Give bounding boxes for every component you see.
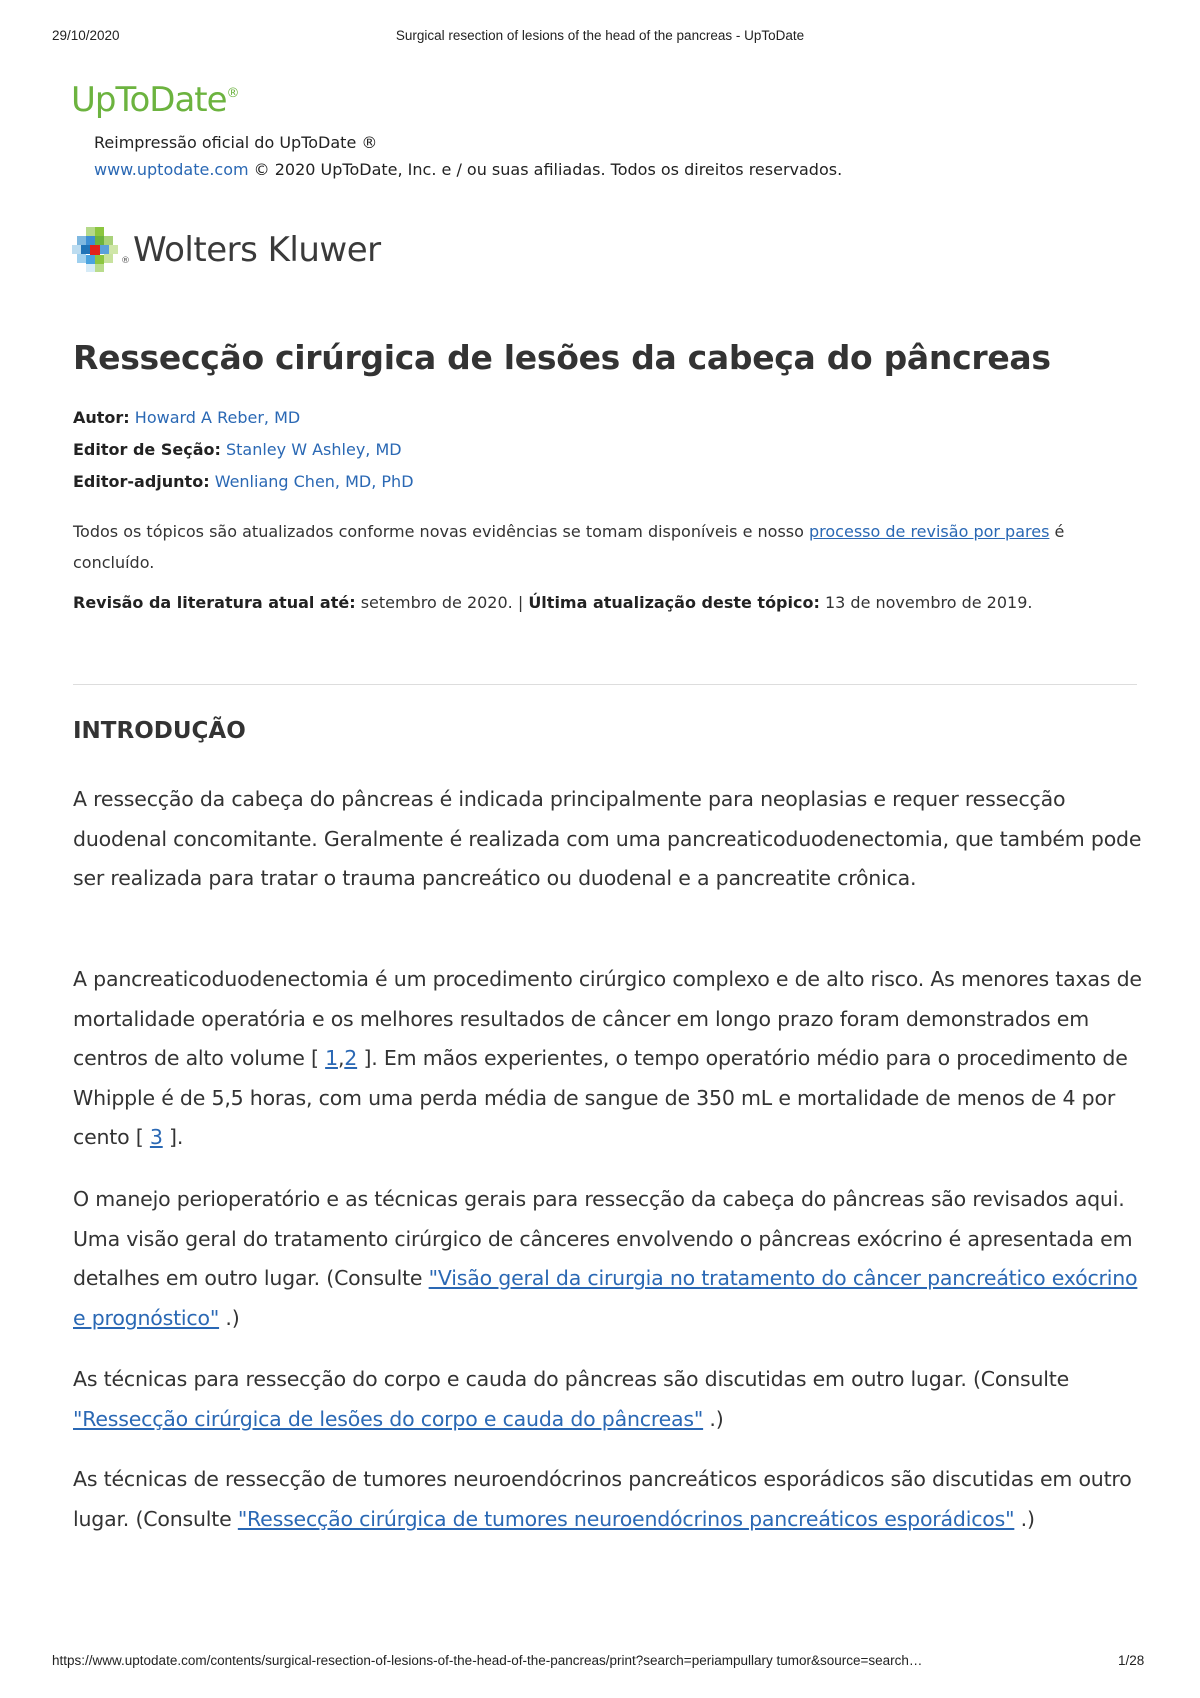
paragraph-text: .) xyxy=(1014,1506,1035,1531)
print-header xyxy=(0,28,1200,48)
review-dates xyxy=(73,587,1143,619)
notice-text-end: é concluído. xyxy=(73,522,1065,572)
paragraph-text: .) xyxy=(219,1305,240,1330)
update-notice xyxy=(73,516,1143,578)
copyright-text: © 2020 UpToDate, Inc. e / ou suas afiliadas. Todos os direitos reservados. xyxy=(248,160,843,179)
updated-value: 13 de novembro de 2019. xyxy=(819,593,1033,612)
article-title: Ressecção cirúrgica de lesões da cabeça do pâncreas xyxy=(73,338,1051,377)
print-url: https://www.uptodate.com/contents/surgical-resection-of-lesions-of-the-head-of-the-pancreas/print?search=periampullary tumor&source=search… xyxy=(52,1653,923,1668)
uptodate-site-link[interactable]: www.uptodate.com xyxy=(94,160,249,179)
topic-link-neuroendocrine-resection[interactable]: "Ressecção cirúrgica de tumores neuroendócrinos pancreáticos esporádicos" xyxy=(237,1506,1015,1531)
paragraph-text: .) xyxy=(703,1406,724,1431)
author-line xyxy=(73,408,300,427)
page-number: 1/28 xyxy=(1118,1653,1145,1668)
wolters-kluwer-logo xyxy=(71,226,391,278)
registered-mark: ® xyxy=(226,86,240,101)
deputy-editor-label: Editor-adjunto: xyxy=(73,472,210,491)
review-separator: | xyxy=(512,593,529,612)
paragraph-text: A pancreaticoduodenectomia é um procedimento cirúrgico complexo e de alto risco. As menores taxas de mortalidade operatória e os melhores resultados de câncer em longo prazo foram demonstrados em centros de alto volume [ xyxy=(73,967,1142,1070)
author-link[interactable]: Howard A Reber, MD xyxy=(134,408,301,427)
paragraph-text: ]. xyxy=(162,1125,184,1149)
paragraph-text: As técnicas de ressecção de tumores neuroendócrinos pancreáticos esporádicos são discutidas em outro lugar. (Consulte xyxy=(73,1467,1132,1531)
intro-paragraph-5 xyxy=(73,1460,1143,1539)
paragraph-text: ]. Em mãos experientes, o tempo operatório médio para o procedimento de Whipple é de 5,5 horas, com uma perda média de sangue de 350 mL e mortalidade de menos de 4 por cento [ xyxy=(73,1046,1128,1149)
topic-link-body-tail-resection[interactable]: "Ressecção cirúrgica de lesões do corpo e cauda do pâncreas" xyxy=(73,1406,704,1431)
uptodate-logo-text: UpToDate xyxy=(71,80,227,120)
print-page-title: Surgical resection of lesions of the head of the pancreas - UpToDate xyxy=(395,28,805,43)
print-date: 29/10/2020 xyxy=(52,28,120,43)
peer-review-link[interactable]: processo de revisão por pares xyxy=(809,522,1050,541)
reprint-note: Reimpressão oficial do UpToDate ® xyxy=(94,133,378,152)
review-label: Revisão da literatura atual até: xyxy=(73,593,356,612)
review-value: setembro de 2020. xyxy=(355,593,513,612)
wolters-kluwer-logo-icon xyxy=(71,226,123,278)
uptodate-logo xyxy=(71,80,240,120)
reference-link-3[interactable]: 3 xyxy=(149,1125,163,1149)
publisher-name: Wolters Kluwer xyxy=(133,230,381,270)
section-divider xyxy=(73,684,1137,685)
publisher-registered-mark: ® xyxy=(121,256,130,266)
topic-link-exocrine-cancer-surgery[interactable]: "Visão geral da cirurgia no tratamento do câncer pancreático exócrino e prognóstico" xyxy=(73,1266,1138,1330)
deputy-editor-link[interactable]: Wenliang Chen, MD, PhD xyxy=(214,472,414,491)
print-footer xyxy=(0,1653,1200,1673)
section-editor-link[interactable]: Stanley W Ashley, MD xyxy=(225,440,402,459)
introduction-heading: INTRODUÇÃO xyxy=(73,718,246,744)
intro-paragraph-3 xyxy=(73,1180,1143,1338)
deputy-editor-line xyxy=(73,472,414,491)
paragraph-text: As técnicas para ressecção do corpo e cauda do pâncreas são discutidas em outro lugar. (Consulte xyxy=(73,1367,1070,1391)
copyright-line xyxy=(94,160,842,179)
updated-label: Última atualização deste tópico: xyxy=(528,593,820,612)
author-label: Autor: xyxy=(73,408,130,427)
intro-paragraph-1: A ressecção da cabeça do pâncreas é indicada principalmente para neoplasias e requer ressecção duodenal concomitante. Geralmente é realizada com uma pancreaticoduodenectomia, que também pode ser realizada para tratar o trauma pancreático ou duodenal e a pancreatite crônica. xyxy=(73,787,1142,890)
intro-paragraph-4 xyxy=(73,1360,1143,1439)
reference-link-1[interactable]: 1 xyxy=(325,1046,338,1070)
notice-text: Todos os tópicos são atualizados conforme novas evidências se tomam disponíveis e nosso xyxy=(73,522,809,541)
reference-link-2[interactable]: 2 xyxy=(344,1046,358,1070)
section-editor-label: Editor de Seção: xyxy=(73,440,221,459)
intro-paragraph-2 xyxy=(73,960,1143,1158)
paragraph-text: O manejo perioperatório e as técnicas gerais para ressecção da cabeça do pâncreas são revisados aqui. Uma visão geral do tratamento cirúrgico de cânceres envolvendo o pâncreas exócrino é apresentada em detalhes em outro lugar. (Consulte xyxy=(73,1187,1133,1290)
reference-separator: , xyxy=(337,1046,345,1070)
section-editor-line xyxy=(73,440,402,459)
